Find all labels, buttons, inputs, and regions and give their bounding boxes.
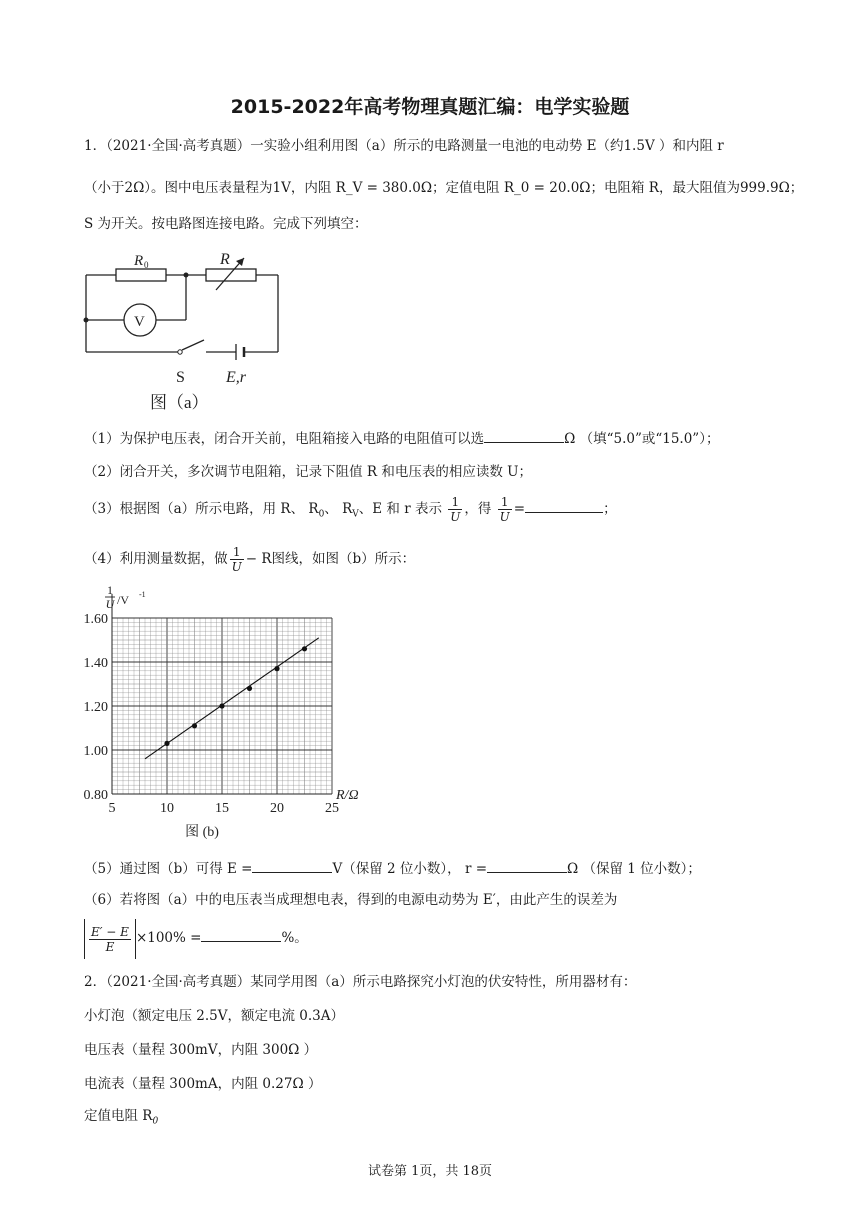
y-tick-label: 1.60 xyxy=(83,612,108,627)
label-er: E,r xyxy=(226,369,246,386)
sub-0: 0 xyxy=(318,509,325,520)
x-tick-label: 15 xyxy=(215,801,229,816)
answer-blank-6[interactable] xyxy=(201,927,281,942)
fraction-1-over-u-2 xyxy=(498,495,512,524)
figure-a-caption: 图（a） xyxy=(150,393,209,412)
q1-part2: （2）闭合开关，多次调节电阻箱，记录下阻值 R 和电压表的相应读数 U； xyxy=(84,464,533,480)
equals: = xyxy=(513,501,526,517)
answer-blank-5r[interactable] xyxy=(487,858,567,873)
q1-part1-text: （1）为保护电压表，闭合开关前，电阻箱接入电路的电阻值可以选 xyxy=(84,431,485,447)
q1-part6-c: %。 xyxy=(281,930,308,946)
fraction-1-over-u xyxy=(448,495,462,524)
fraction-error xyxy=(89,925,131,954)
x-axis-label: R/Ω xyxy=(336,788,359,803)
data-point xyxy=(164,741,169,746)
chart-figure-b xyxy=(70,582,380,844)
q1-part1-suffix: Ω （填“5.0”或“15.0”）； xyxy=(564,431,720,447)
q1-line3: S 为开关。按电路图连接电路。完成下列填空： xyxy=(84,216,368,232)
y-label-denominator: U xyxy=(105,597,115,611)
x-tick-label: 20 xyxy=(270,801,284,816)
answer-blank-3[interactable] xyxy=(525,498,603,513)
frac-num: 1 xyxy=(448,495,462,510)
y-label-numerator: 1 xyxy=(107,583,113,597)
x-tick-label: 25 xyxy=(325,801,339,816)
q1-part6-b: ×100% = xyxy=(135,930,202,946)
data-point xyxy=(192,723,197,728)
abs-bracket xyxy=(84,919,136,959)
q2-line3: 电压表（量程 300mV，内阻 300Ω ） xyxy=(84,1042,318,1058)
label-s: S xyxy=(176,369,185,386)
answer-blank-5e[interactable] xyxy=(252,858,332,873)
q2-line4: 电流表（量程 300mA，内阻 0.27Ω ） xyxy=(84,1076,322,1092)
q1-part5-c: Ω （保留 1 位小数）； xyxy=(567,861,701,877)
x-tick-label: 5 xyxy=(108,801,116,816)
fit-line xyxy=(145,638,319,759)
y-tick-label: 1.40 xyxy=(83,656,108,671)
q1-part3-c: 、E 和 r 表示 xyxy=(358,501,442,517)
figure-b-caption: 图 (b) xyxy=(185,825,219,840)
q1-part5-a: （5）通过图（b）可得 E = xyxy=(84,861,253,877)
y-tick-label: 1.00 xyxy=(83,744,108,759)
sub-0: 0 xyxy=(152,1116,159,1127)
q1-part5 xyxy=(84,858,701,879)
x-tick-label: 10 xyxy=(160,801,174,816)
q1-part5-b: V（保留 2 位小数）， r = xyxy=(332,861,488,877)
y-tick-label: 0.80 xyxy=(83,788,108,803)
q1-part4 xyxy=(84,544,415,574)
page-footer: 试卷第 1页，共 18页 xyxy=(367,1164,493,1179)
frac-num: 1 xyxy=(230,545,244,560)
sub-v: V xyxy=(352,509,359,520)
q1-line2: （小于2Ω）。图中电压表量程为1V，内阻 R_V = 380.0Ω；定值电阻 R_0 = 20.0Ω；电阻箱 R，最大阻值为999.9Ω； xyxy=(84,180,804,196)
frac-den: U xyxy=(499,510,510,524)
data-point xyxy=(274,666,279,671)
y-tick-label: 1.20 xyxy=(83,700,108,715)
q1-part6-formula xyxy=(84,918,308,959)
q1-part6: （6）若将图（a）中的电压表当成理想电表，得到的电源电动势为 E′，由此产生的误差为 xyxy=(84,892,618,908)
q2-line5 xyxy=(84,1106,158,1132)
frac-num: 1 xyxy=(498,495,512,510)
label-r0-sub: 0 xyxy=(144,260,149,270)
frac-den: E xyxy=(105,939,115,954)
label-v: V xyxy=(134,314,145,330)
frac-num: E′ − E xyxy=(91,924,129,939)
fraction-1-over-u-3 xyxy=(230,545,244,574)
page-title: 2015-2022年高考物理真题汇编：电学实验题 xyxy=(230,96,630,118)
answer-blank-1[interactable] xyxy=(484,428,564,443)
q2-line1: 2．（2021·全国·高考真题）某同学用图（a）所示电路探究小灯泡的伏安特性，所用器材有： xyxy=(84,974,637,990)
label-r0: R xyxy=(134,253,144,269)
q1-line1: 1．（2021·全国·高考真题）一实验小组利用图（a）所示的电路测量一电池的电动势 E（约1.5V ）和内阻 r xyxy=(84,138,724,154)
y-label-unit: /V xyxy=(117,593,129,607)
q1-part4-a: （4）利用测量数据，做 xyxy=(84,551,228,567)
label-r: R xyxy=(220,251,230,268)
q1-part1 xyxy=(84,428,719,449)
data-point xyxy=(219,703,224,708)
y-label-superscript: -1 xyxy=(139,590,146,599)
q1-part4-b: − R图线，如图（b）所示： xyxy=(245,551,416,567)
circuit-diagram-a xyxy=(78,240,298,420)
q1-part3-f: ； xyxy=(603,501,617,517)
q2-line5-text: 定值电阻 R xyxy=(84,1108,153,1124)
q1-part3-a: （3）根据图（a）所示电路，用 R、 R xyxy=(84,501,319,517)
q2-line2: 小灯泡（额定电压 2.5V，额定电流 0.3A） xyxy=(84,1008,345,1024)
data-point xyxy=(302,646,307,651)
frac-den: U xyxy=(231,560,242,574)
q1-part3-d: ，得 xyxy=(464,501,492,517)
q1-part3-b: 、 R xyxy=(324,501,353,517)
frac-den: U xyxy=(450,510,461,524)
q1-part3 xyxy=(84,494,617,530)
data-point xyxy=(247,686,252,691)
